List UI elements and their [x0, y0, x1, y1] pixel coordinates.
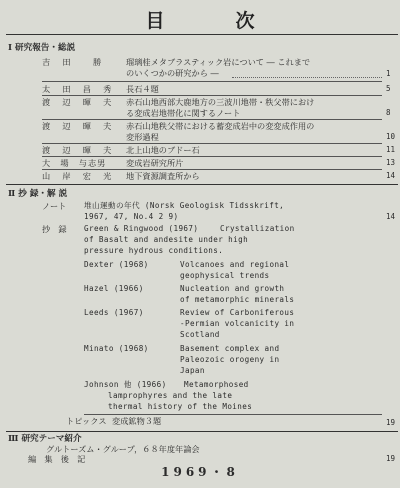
entry-author: 大 場 与志男 — [42, 158, 107, 168]
topics-page: 19 — [386, 418, 396, 427]
section-heading-themes: Ⅲ 研究テーマ紹介 — [8, 434, 82, 444]
entry-author: 太 田 昌 秀 — [42, 84, 114, 94]
section-heading-research: Ⅰ 研究報告・総説 — [8, 43, 76, 53]
note-text: 堆山運動の年代 (Norsk Geologisk Tidsskrift, — [84, 201, 285, 210]
leader-dots — [232, 77, 382, 78]
abstract-title-cont: lamprophyres and the late — [108, 391, 233, 400]
topics-label: トピックス — [66, 416, 107, 426]
abstract-title-cont: of metamorphic minerals — [180, 295, 295, 304]
entry-author: 渡 辺 暉 夫 — [42, 145, 114, 155]
abstract-author: Leeds (1967) — [84, 308, 144, 317]
abstract-title-cont: pressure hydrous conditions. — [84, 246, 224, 255]
note-page: 14 — [386, 212, 396, 221]
theme-item: グルトーズム・グループ，６８年度年論会 — [46, 444, 200, 454]
note-text-cont: 1967, 47, No.4 2 9) — [84, 212, 179, 221]
abstract-title-cont: Paleozoic orogeny in — [180, 355, 280, 364]
abstract-author: Dexter (1968) — [84, 260, 149, 269]
section-heading-abstracts: Ⅱ 抄 録・解 説 — [8, 189, 68, 199]
abstract-title-cont: geophysical trends — [180, 271, 270, 280]
entry-page: 1 — [386, 69, 391, 78]
abstract-author: Johnson 他 (1966) — [84, 380, 167, 389]
entry-title: 変成岩研究所片 — [126, 158, 184, 168]
title-rule — [6, 34, 398, 35]
abstract-rule — [84, 414, 382, 415]
entry-title: 長石４題 — [126, 84, 159, 94]
entry-title: 赤石山地秩父帯における蓄変成岩中の変変成作用の — [126, 121, 315, 131]
abstract-title: Crystallization — [220, 224, 295, 233]
section-rule — [6, 184, 398, 185]
entry-title: 赤石山地西部大鹿地方の三波川地帯・秩父帯におけ — [126, 97, 315, 107]
entry-page: 8 — [386, 108, 391, 117]
entry-rule — [42, 169, 382, 170]
entry-rule — [42, 119, 382, 120]
abstract-author: Hazel (1966) — [84, 284, 144, 293]
page-title: 目 次 — [145, 10, 281, 32]
abstract-title-cont: -Permian volcanicity in — [180, 319, 295, 328]
abstract-title-cont: Scotland — [180, 330, 220, 339]
abstract-label: 抄 録 — [42, 224, 67, 234]
entry-author: 吉 田 勝 — [42, 57, 104, 67]
theme-page: 19 — [386, 454, 396, 463]
entry-author: 渡 辺 暉 夫 — [42, 97, 114, 107]
entry-rule — [42, 95, 382, 96]
entry-title: 地下資源調査所から — [126, 171, 200, 181]
abstract-title-cont: of Basalt and andesite under high — [84, 235, 249, 244]
entry-title: 北上山地のブドー石 — [126, 145, 200, 155]
entry-title: 瑠璃桂メタブラスティック岩について ― これまで — [126, 57, 311, 67]
entry-title-cont: る変成岩地帯化に関するノート — [126, 108, 241, 118]
abstract-title-cont: thermal history of the Moines — [108, 402, 253, 411]
editor-note: 編 集 後 記 — [28, 454, 86, 464]
note-label: ノート — [42, 201, 67, 211]
abstract-title: Basement complex and — [180, 344, 280, 353]
entry-page: 11 — [386, 145, 396, 154]
abstract-author: Green & Ringwood (1967) — [84, 224, 199, 233]
entry-page: 14 — [386, 171, 396, 180]
abstract-title: Volcanoes and regional — [180, 260, 290, 269]
entry-rule — [42, 156, 382, 157]
entry-page: 10 — [386, 132, 396, 141]
abstract-title: Nucleation and growth — [180, 284, 285, 293]
entry-page: 13 — [386, 158, 396, 167]
abstract-title: Metamorphosed — [184, 380, 249, 389]
abstract-author: Minato (1968) — [84, 344, 149, 353]
abstract-title-cont: Japan — [180, 366, 205, 375]
entry-author: 山 岸 宏 光 — [42, 171, 114, 181]
issue-date: 1969・8 — [161, 465, 239, 479]
topics-text: 変成鉱物３題 — [112, 416, 162, 426]
entry-title-cont: のいくつかの研究から ― — [126, 68, 219, 78]
entry-author: 渡 辺 暉 夫 — [42, 121, 114, 131]
entry-rule — [42, 143, 382, 144]
abstract-title: Review of Carboniferous — [180, 308, 295, 317]
entry-title-cont: 変形過程 — [126, 132, 159, 142]
entry-page: 5 — [386, 84, 391, 93]
entry-rule — [42, 81, 382, 82]
section-rule — [6, 431, 398, 432]
